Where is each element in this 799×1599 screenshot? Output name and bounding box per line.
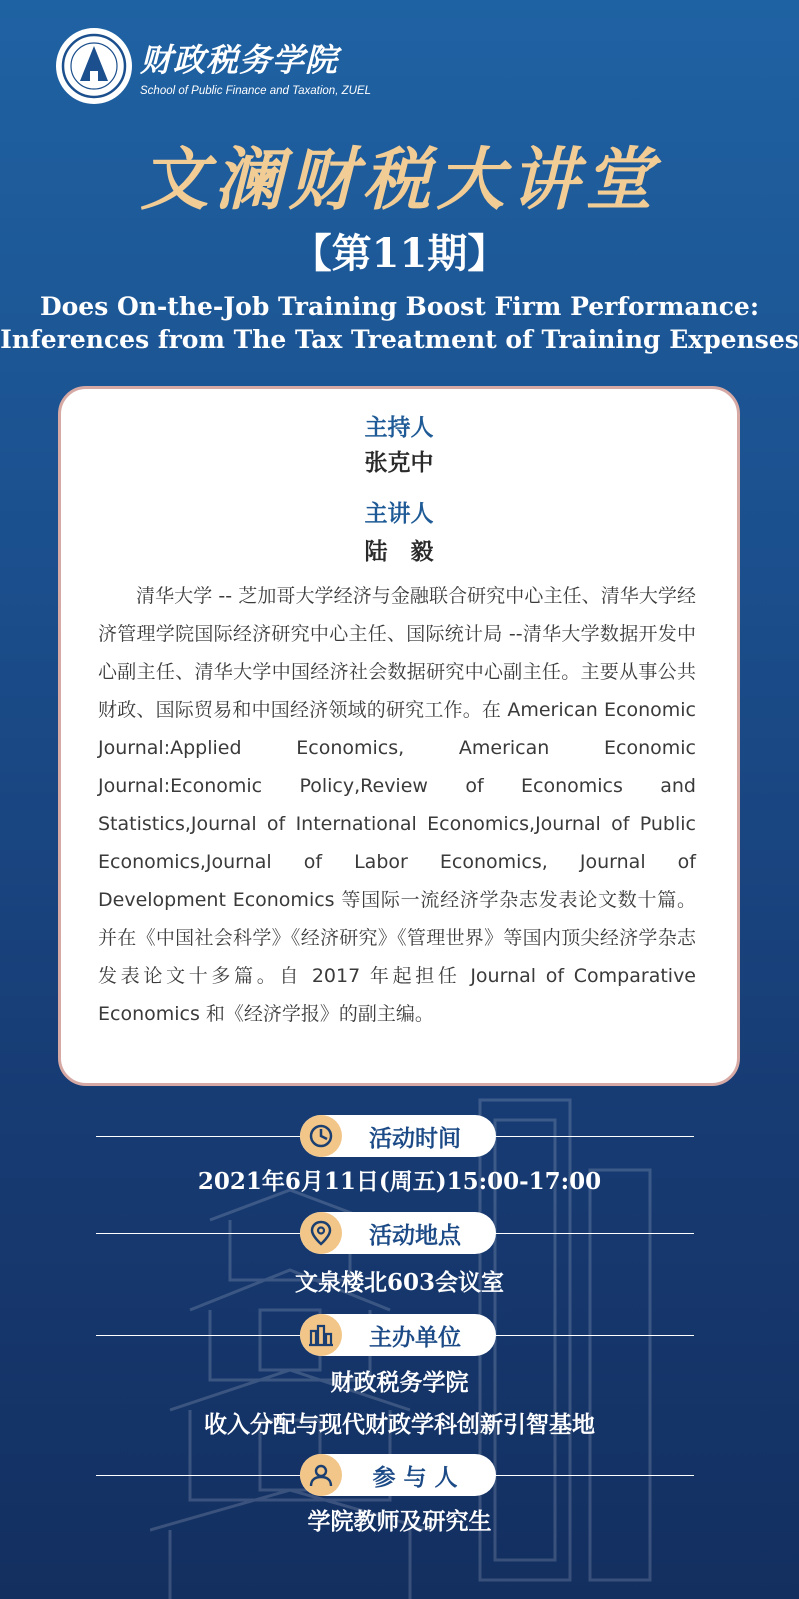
lecture-series-title: 文澜财税大讲堂 (140, 140, 659, 220)
clock-icon (300, 1115, 342, 1157)
topic-line-1: Does On-the-Job Training Boost Firm Performance: (39, 292, 760, 321)
host-name: 张克中 (364, 449, 434, 476)
location-pin-icon (300, 1212, 342, 1254)
brand-name-cn: 财政税务学院 (140, 41, 339, 79)
university-seal-icon (61, 33, 127, 99)
event-time: 2021年6月11日(周五)15:00-17:00 (197, 1168, 602, 1195)
lecture-topic (0, 290, 799, 356)
brand (140, 35, 371, 97)
organizer-section-header (300, 1314, 496, 1356)
speaker-bio-text: 清华大学 -- 芝加哥大学经济与金融联合研究中心主任、清华大学经济管理学院国际经济研究中心主任、国际统计局 --清华大学数据开发中心副主任、清华大学中国经济社会数据研究中心副主任。主要从事公共财政、国际贸易和中国经济领域的研究工作。在 American Economic Journal:Applied Economics, American Economic Journal:Economic Policy,Review of Economics and Statistics,Journal of International Economics,Journal of Public Economics,Journal of Labor Economics, Journal of Development Economics 等国际一流经济学杂志发表论文数十篇。并在《中国社会科学》《经济研究》《管理世界》等国内顶尖经济学杂志发表论文十多篇。自 2017 年起担任 Journal of Comparative Economics 和《经济学报》的副主编。 (98, 585, 696, 1025)
event-place: 文泉楼北603会议室 (294, 1269, 504, 1296)
logo (56, 28, 132, 104)
attendees-label: 参 与 人 (372, 1463, 458, 1491)
speaker-label: 主讲人 (364, 500, 434, 527)
host-label: 主持人 (364, 414, 434, 441)
organizer-name-2: 收入分配与现代财政学科创新引智基地 (204, 1411, 595, 1438)
place-label: 活动地点 (369, 1221, 461, 1249)
organizer-name-1: 财政税务学院 (330, 1369, 469, 1396)
time-label: 活动时间 (369, 1124, 461, 1152)
attendees-value: 学院教师及研究生 (307, 1508, 492, 1535)
speaker-bio (98, 577, 696, 1033)
speaker-card (58, 386, 740, 1086)
topic-line-2: Inferences from The Tax Treatment of Training Expenses (0, 325, 799, 354)
place-section-header (300, 1212, 496, 1254)
issue-number: 【第11期】 (291, 230, 508, 277)
brand-name-en: School of Public Finance and Taxation, ZUEL (140, 85, 371, 97)
attendees-section-header (300, 1454, 496, 1496)
building-icon (300, 1314, 342, 1356)
organizer-label: 主办单位 (369, 1323, 461, 1351)
person-icon (300, 1454, 342, 1496)
speaker-name: 陆 毅 (364, 538, 434, 565)
header (56, 28, 371, 104)
time-section-header (300, 1115, 496, 1157)
